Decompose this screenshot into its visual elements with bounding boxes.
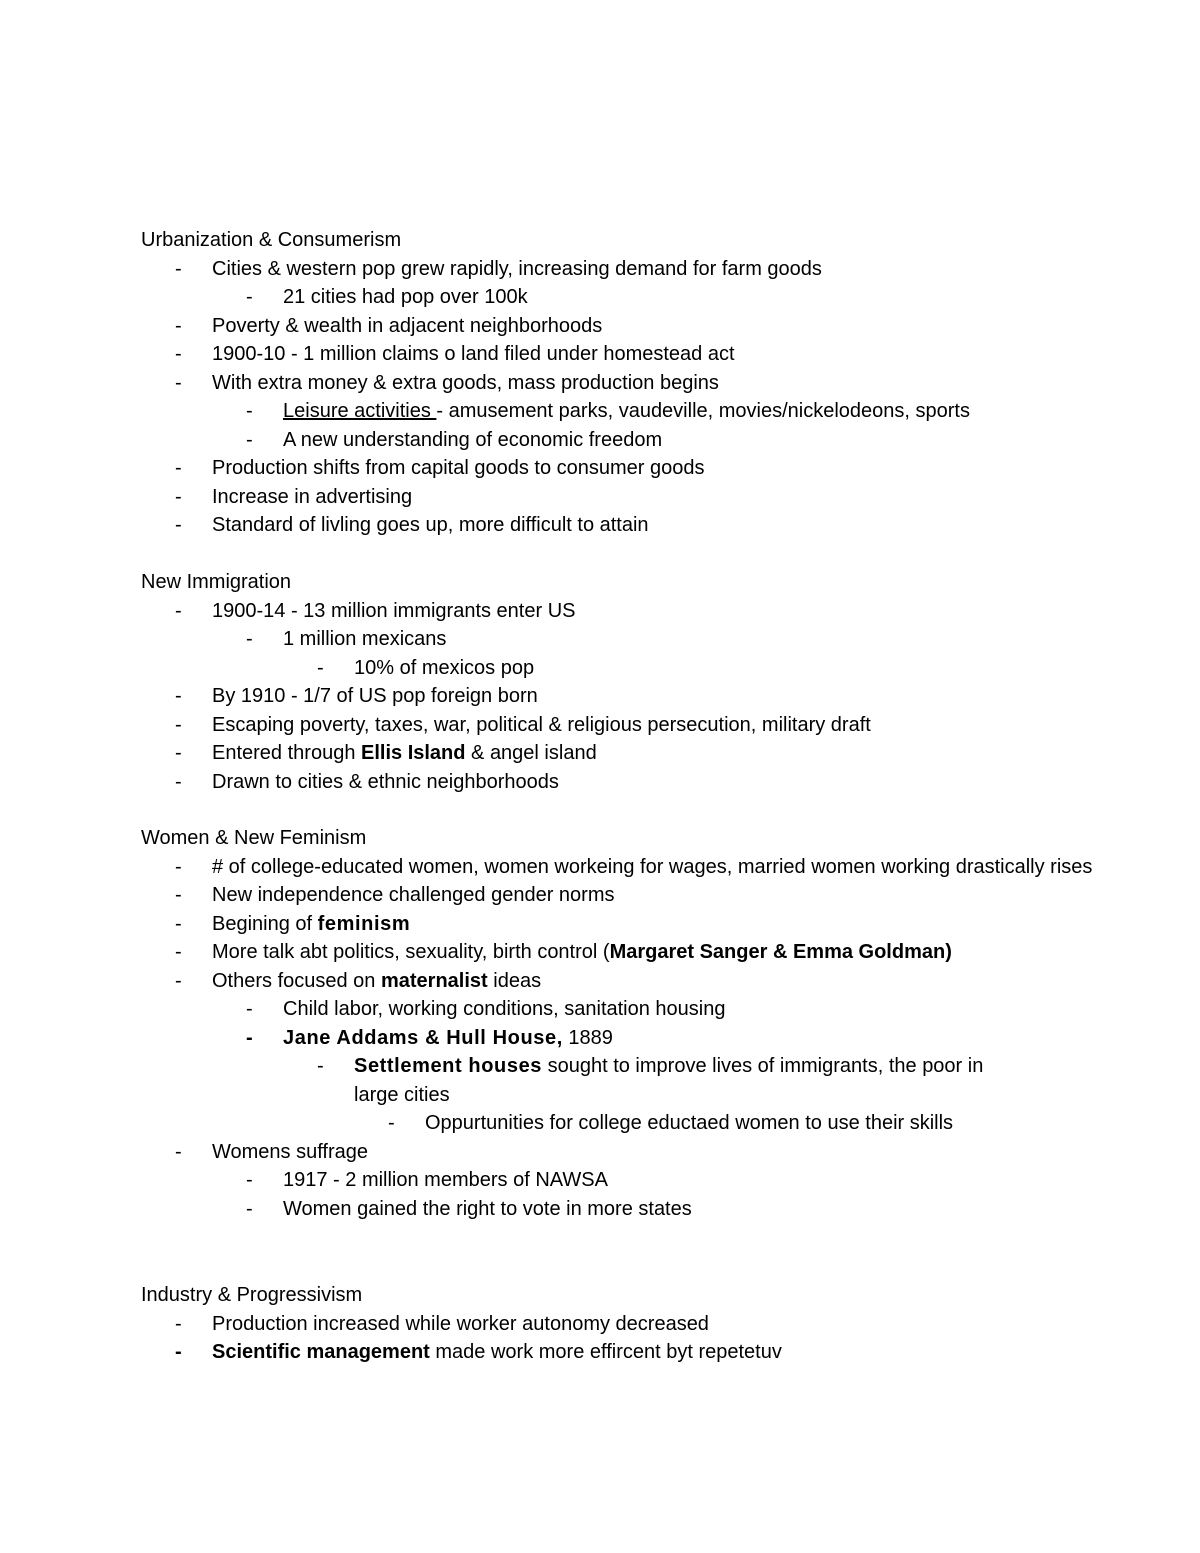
list-item-text: By 1910 - 1/7 of US pop foreign born (212, 685, 538, 707)
bullet-list (141, 853, 1141, 1224)
bullet-dash: - (246, 1197, 253, 1220)
list-item-text: New independence challenged gender norms (212, 884, 615, 906)
list-item (141, 1310, 1141, 1339)
section-new-immigration (141, 568, 1141, 796)
section-heading: Urbanization & Consumerism (141, 229, 402, 251)
list-item-text: Women gained the right to vote in more states (283, 1197, 692, 1220)
list-item (141, 995, 1141, 1024)
bullet-dash: - (175, 314, 182, 337)
section-industry-progressivism (141, 1281, 1141, 1367)
list-item-text: Poverty & wealth in adjacent neighborhoods (212, 314, 603, 337)
bullet-dash: - (175, 1312, 182, 1335)
bullet-dash: - (317, 656, 324, 679)
bullet-dash: - (175, 1341, 182, 1363)
bullet-dash: - (246, 286, 253, 308)
list-item (141, 369, 1141, 398)
list-item-text: More talk abt politics, sexuality, birth control (Margaret Sanger & Emma Goldman) (212, 941, 952, 963)
list-item (141, 739, 1141, 768)
list-item-text: Oppurtunities for college eductaed women to use their skills (425, 1112, 954, 1134)
list-item-text: Leisure activities - amusement parks, vaudeville, movies/nickelodeons, sports (283, 400, 970, 422)
bold-term: Scientific management (212, 1341, 430, 1363)
bullet-dash: - (175, 514, 182, 536)
list-item-text: 1900-14 - 13 million immigrants enter US (212, 599, 576, 622)
bullet-dash: - (175, 884, 182, 906)
list-item (141, 1052, 1024, 1109)
list-item (141, 1195, 1141, 1224)
list-item (141, 426, 1141, 455)
list-item-text: Child labor, working conditions, sanitation housing (283, 998, 726, 1020)
bullet-list (141, 255, 1141, 540)
list-item-text: Others focused on maternalist ideas (212, 969, 542, 992)
bullet-dash: - (175, 969, 182, 992)
section-women-new-feminism (141, 824, 1141, 1223)
list-item (141, 255, 1141, 284)
list-item (141, 881, 1141, 910)
section-heading: Women & New Feminism (141, 827, 367, 849)
bullet-dash: - (175, 912, 182, 935)
bullet-dash: - (246, 1169, 253, 1191)
list-item-text: With extra money & extra goods, mass production begins (212, 371, 719, 394)
bullet-dash: - (175, 713, 182, 736)
list-item (141, 454, 1141, 483)
list-item-text: Standard of livling goes up, more difficult to attain (212, 514, 649, 536)
list-item-text: Womens suffrage (212, 1140, 369, 1163)
bullet-dash: - (175, 1140, 182, 1163)
list-item (141, 910, 1141, 939)
list-item (141, 483, 1141, 512)
bold-term: Margaret Sanger & Emma Goldman) (609, 941, 952, 963)
bold-term: Jane Addams & Hull House, (283, 1026, 563, 1049)
list-item (141, 1109, 1141, 1138)
section-urbanization-consumerism (141, 226, 1141, 540)
bullet-dash: - (175, 685, 182, 707)
bullet-dash: - (175, 770, 182, 793)
bullet-dash: - (246, 400, 253, 422)
bullet-dash: - (246, 1026, 253, 1049)
list-item-text: Jane Addams & Hull House, 1889 (283, 1026, 613, 1049)
list-item-text: Production shifts from capital goods to consumer goods (212, 457, 705, 479)
bullet-dash: - (246, 428, 253, 451)
list-item-text: # of college-educated women, women workeing for wages, married women working drastically rises (212, 855, 1093, 878)
list-item (141, 1138, 1141, 1167)
list-item-text: 1900-10 - 1 million claims o land filed under homestead act (212, 343, 735, 365)
bullet-dash: - (175, 257, 182, 280)
list-item-text: 1917 - 2 million members of NAWSA (283, 1169, 608, 1191)
bullet-dash: - (175, 742, 182, 764)
bold-term: feminism (317, 912, 411, 935)
bullet-dash: - (175, 343, 182, 365)
list-item (141, 625, 1141, 654)
list-item-text: Settlement houses sought to improve lives of immigrants, the poor in large cities (354, 1055, 984, 1106)
list-item (141, 938, 1141, 967)
list-item-text: Entered through Ellis Island & angel island (212, 742, 597, 764)
bullet-dash: - (317, 1055, 324, 1077)
section-heading: Industry & Progressivism (141, 1284, 363, 1306)
list-item-text: Drawn to cities & ethnic neighborhoods (212, 770, 559, 793)
list-item (141, 1338, 1141, 1367)
list-item-text: Cities & western pop grew rapidly, increasing demand for farm goods (212, 257, 822, 280)
bullet-dash: - (175, 485, 182, 508)
list-item-text: 21 cities had pop over 100k (283, 286, 528, 308)
bullet-list (141, 597, 1141, 797)
bullet-dash: - (175, 855, 182, 878)
list-item (141, 511, 1141, 540)
list-item-text: Scientific management made work more effircent byt repetetuv (212, 1341, 782, 1363)
bullet-dash: - (175, 599, 182, 622)
list-item-text: Production increased while worker autonomy decreased (212, 1312, 709, 1335)
list-item (141, 711, 1141, 740)
list-item (141, 312, 1141, 341)
bold-term: maternalist (380, 969, 488, 992)
list-item-text: 10% of mexicos pop (354, 656, 535, 679)
list-item (141, 853, 1141, 882)
list-item-text: Begining of feminism (212, 912, 411, 935)
bullet-dash: - (388, 1112, 395, 1134)
list-item (141, 340, 1141, 369)
underlined-term: Leisure activities (283, 400, 437, 422)
list-item (141, 682, 1141, 711)
bold-term: Settlement houses (354, 1055, 543, 1077)
bullet-dash: - (175, 941, 182, 963)
bullet-dash: - (175, 371, 182, 394)
list-item (141, 397, 1141, 426)
bullet-dash: - (246, 998, 253, 1020)
list-item (141, 768, 1141, 797)
list-item (141, 283, 1141, 312)
list-item-text: A new understanding of economic freedom (283, 428, 663, 451)
list-item-text: Increase in advertising (212, 485, 413, 508)
list-item (141, 1166, 1141, 1195)
list-item (141, 1024, 1141, 1053)
bullet-dash: - (175, 457, 182, 479)
list-item (141, 654, 1141, 683)
list-item (141, 967, 1141, 996)
section-heading: New Immigration (141, 571, 292, 593)
bullet-dash: - (246, 628, 253, 650)
bold-term: Ellis Island (361, 742, 466, 764)
list-item (141, 597, 1141, 626)
bullet-list (141, 1310, 1141, 1367)
list-item-text: Escaping poverty, taxes, war, political & religious persecution, military draft (212, 713, 871, 736)
list-item-text: 1 million mexicans (283, 628, 447, 650)
